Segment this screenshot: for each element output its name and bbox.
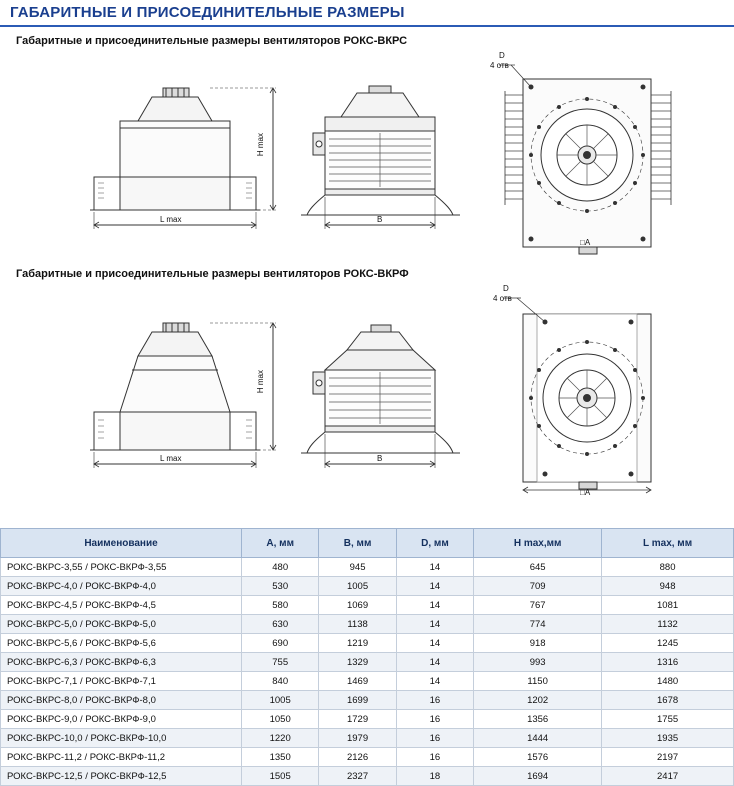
- drawing-vkrf-top-view: [485, 284, 715, 497]
- cell-hmax: 645: [474, 558, 602, 577]
- cell-name: РОКС-ВКРС-3,55 / РОКС-ВКРФ-3,55: [1, 558, 242, 577]
- cell-b: 1469: [319, 672, 396, 691]
- cell-b: 1069: [319, 596, 396, 615]
- label-holes-vkrf: 4 отв: [493, 294, 512, 303]
- cell-d: 14: [396, 634, 473, 653]
- table-row: [1, 748, 734, 767]
- cell-a: 840: [242, 672, 319, 691]
- cell-hmax: 1356: [474, 710, 602, 729]
- cell-hmax: 1150: [474, 672, 602, 691]
- cell-name: РОКС-ВКРС-12,5 / РОКС-ВКРФ-12,5: [1, 767, 242, 786]
- th-lmax: L max, мм: [602, 529, 734, 558]
- cell-b: 1005: [319, 577, 396, 596]
- dimensions-table-wrapper: [0, 528, 734, 786]
- title-divider: [0, 25, 734, 27]
- cell-a: 1005: [242, 691, 319, 710]
- table-row: [1, 691, 734, 710]
- label-h-max-vkrf: H max: [256, 370, 265, 394]
- drawing-vkrs-top-view: [485, 51, 715, 255]
- cell-name: РОКС-ВКРС-11,2 / РОКС-ВКРФ-11,2: [1, 748, 242, 767]
- table-row: [1, 615, 734, 634]
- table-row: [1, 596, 734, 615]
- cell-b: 2327: [319, 767, 396, 786]
- th-d: D, мм: [396, 529, 473, 558]
- cell-name: РОКС-ВКРС-4,0 / РОКС-ВКРФ-4,0: [1, 577, 242, 596]
- cell-lmax: 1132: [602, 615, 734, 634]
- cell-d: 16: [396, 748, 473, 767]
- label-b-vkrs: B: [377, 215, 383, 224]
- th-b: B, мм: [319, 529, 396, 558]
- label-l-max-vkrs: L max: [160, 215, 182, 224]
- drawing-vkrf-side-view: [295, 290, 480, 475]
- cell-b: 1138: [319, 615, 396, 634]
- cell-d: 16: [396, 729, 473, 748]
- cell-a: 1505: [242, 767, 319, 786]
- cell-name: РОКС-ВКРС-6,3 / РОКС-ВКРФ-6,3: [1, 653, 242, 672]
- label-h-max-vkrs: H max: [256, 133, 265, 157]
- cell-a: 630: [242, 615, 319, 634]
- cell-lmax: 1480: [602, 672, 734, 691]
- table-row: [1, 558, 734, 577]
- table-row: [1, 710, 734, 729]
- label-b-vkrf: B: [377, 454, 383, 463]
- label-holes-vkrs: 4 отв: [490, 61, 509, 70]
- cell-lmax: 1245: [602, 634, 734, 653]
- cell-a: 755: [242, 653, 319, 672]
- cell-a: 480: [242, 558, 319, 577]
- cell-a: 690: [242, 634, 319, 653]
- cell-name: РОКС-ВКРС-4,5 / РОКС-ВКРФ-4,5: [1, 596, 242, 615]
- cell-d: 14: [396, 615, 473, 634]
- cell-hmax: 709: [474, 577, 602, 596]
- cell-d: 14: [396, 558, 473, 577]
- cell-name: РОКС-ВКРС-10,0 / РОКС-ВКРФ-10,0: [1, 729, 242, 748]
- th-hmax: H max,мм: [474, 529, 602, 558]
- cell-a: 580: [242, 596, 319, 615]
- cell-d: 14: [396, 577, 473, 596]
- label-a-vkrs: □A: [580, 238, 591, 247]
- cell-lmax: 1935: [602, 729, 734, 748]
- cell-hmax: 774: [474, 615, 602, 634]
- cell-a: 1050: [242, 710, 319, 729]
- cell-name: РОКС-ВКРС-5,6 / РОКС-ВКРФ-5,6: [1, 634, 242, 653]
- table-row: [1, 653, 734, 672]
- drawing-vkrf-front-view: [60, 290, 290, 475]
- cell-lmax: 1755: [602, 710, 734, 729]
- cell-name: РОКС-ВКРС-8,0 / РОКС-ВКРФ-8,0: [1, 691, 242, 710]
- th-a: A, мм: [242, 529, 319, 558]
- th-name: Наименование: [1, 529, 242, 558]
- cell-b: 1699: [319, 691, 396, 710]
- drawing-vkrs-front-view: [60, 55, 290, 235]
- cell-hmax: 1694: [474, 767, 602, 786]
- label-a-vkrf: □A: [580, 488, 591, 497]
- table-row: [1, 672, 734, 691]
- cell-lmax: 1081: [602, 596, 734, 615]
- label-d-vkrs: D: [499, 51, 505, 60]
- cell-a: 1220: [242, 729, 319, 748]
- page-title: ГАБАРИТНЫЕ И ПРИСОЕДИНИТЕЛЬНЫЕ РАЗМЕРЫ: [10, 4, 405, 21]
- section-title-vkrf: Габаритные и присоединительные размеры вентиляторов РОКС-ВКРФ: [16, 268, 409, 280]
- cell-b: 1729: [319, 710, 396, 729]
- drawing-vkrs-side-view: [295, 55, 480, 235]
- cell-lmax: 2417: [602, 767, 734, 786]
- table-header-row: [1, 529, 734, 558]
- table-row: [1, 577, 734, 596]
- cell-a: 1350: [242, 748, 319, 767]
- cell-d: 14: [396, 672, 473, 691]
- cell-b: 1979: [319, 729, 396, 748]
- cell-b: 1329: [319, 653, 396, 672]
- cell-lmax: 948: [602, 577, 734, 596]
- cell-name: РОКС-ВКРС-9,0 / РОКС-ВКРФ-9,0: [1, 710, 242, 729]
- section-title-vkrs: Габаритные и присоединительные размеры вентиляторов РОКС-ВКРС: [16, 35, 408, 47]
- cell-lmax: 1316: [602, 653, 734, 672]
- cell-a: 530: [242, 577, 319, 596]
- table-row: [1, 767, 734, 786]
- cell-lmax: 1678: [602, 691, 734, 710]
- table-row: [1, 729, 734, 748]
- label-d-vkrf: D: [503, 284, 509, 293]
- cell-d: 14: [396, 596, 473, 615]
- cell-lmax: 2197: [602, 748, 734, 767]
- cell-hmax: 1202: [474, 691, 602, 710]
- cell-d: 18: [396, 767, 473, 786]
- cell-hmax: 1576: [474, 748, 602, 767]
- cell-hmax: 993: [474, 653, 602, 672]
- cell-b: 945: [319, 558, 396, 577]
- cell-name: РОКС-ВКРС-5,0 / РОКС-ВКРФ-5,0: [1, 615, 242, 634]
- cell-d: 16: [396, 710, 473, 729]
- dimensions-table: [0, 528, 734, 786]
- label-l-max-vkrf: L max: [160, 454, 182, 463]
- cell-b: 2126: [319, 748, 396, 767]
- cell-hmax: 1444: [474, 729, 602, 748]
- cell-lmax: 880: [602, 558, 734, 577]
- table-row: [1, 634, 734, 653]
- cell-b: 1219: [319, 634, 396, 653]
- cell-name: РОКС-ВКРС-7,1 / РОКС-ВКРФ-7,1: [1, 672, 242, 691]
- cell-hmax: 918: [474, 634, 602, 653]
- cell-d: 16: [396, 691, 473, 710]
- cell-d: 14: [396, 653, 473, 672]
- cell-hmax: 767: [474, 596, 602, 615]
